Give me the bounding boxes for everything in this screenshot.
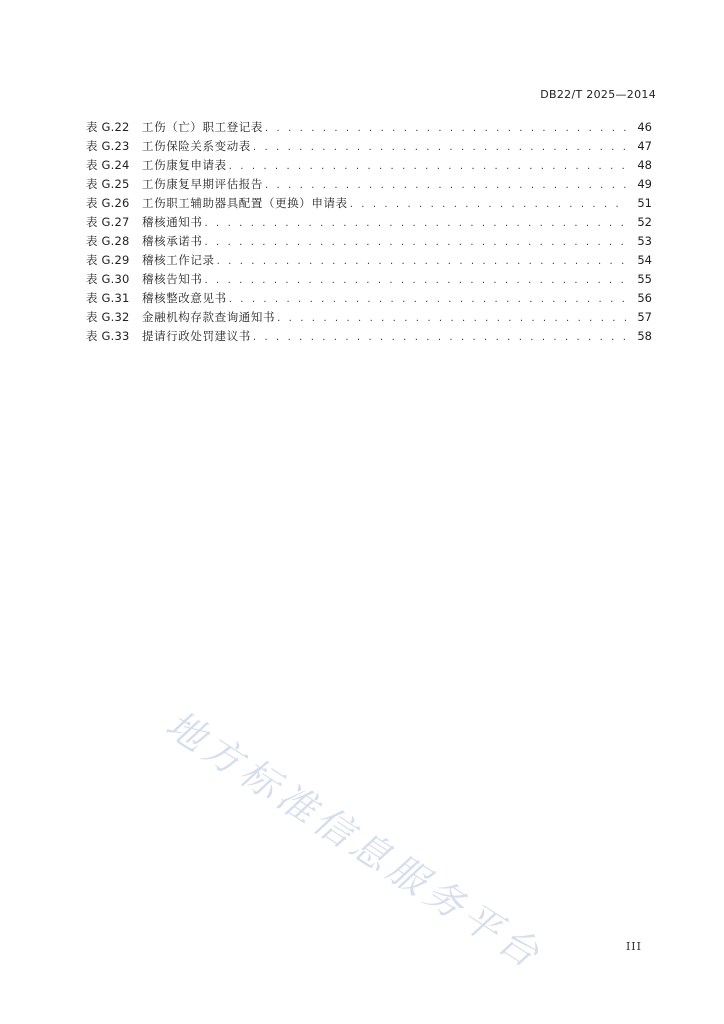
toc-entry-page: 47 [637, 139, 652, 153]
toc-entry-title: 稽核整改意见书 [142, 291, 227, 305]
toc-entry-page: 58 [637, 329, 652, 343]
toc-entry-number: 表 G.25 [86, 177, 130, 191]
toc-leader-dots [253, 138, 626, 157]
toc-leader-dots [205, 233, 627, 252]
toc-leader-dots [229, 290, 626, 309]
toc-entry[interactable] [86, 175, 652, 194]
toc-entry-title: 稽核承诺书 [142, 234, 203, 248]
document-code: DB22/T 2025—2014 [540, 88, 656, 101]
toc-leader-dots [205, 271, 627, 290]
toc-entry-page: 52 [637, 215, 652, 229]
toc-entry-title: 工伤（亡）职工登记表 [142, 120, 263, 134]
toc-entry[interactable] [86, 232, 652, 251]
toc-entry[interactable] [86, 251, 652, 270]
watermark-text: 地方标准信息服务平台 [158, 701, 552, 979]
toc-entry[interactable] [86, 270, 652, 289]
toc-entry-title: 工伤康复早期评估报告 [142, 177, 263, 191]
toc-entry-title: 稽核通知书 [142, 215, 203, 229]
toc-entry[interactable] [86, 137, 652, 156]
toc-entry-number: 表 G.23 [86, 139, 130, 153]
toc-entry-number: 表 G.24 [86, 158, 130, 172]
toc-leader-dots [253, 328, 626, 347]
toc-entry-page: 48 [637, 158, 652, 172]
toc-leader-dots [265, 119, 626, 138]
toc-entry[interactable] [86, 118, 652, 137]
page-number: III [625, 940, 642, 953]
toc-entry-page: 46 [637, 120, 652, 134]
toc-entry-number: 表 G.29 [86, 253, 130, 267]
toc-entry-number: 表 G.30 [86, 272, 130, 286]
toc-entry-title: 工伤职工辅助器具配置（更换）申请表 [142, 196, 348, 210]
toc-entry-title: 工伤保险关系变动表 [142, 139, 251, 153]
toc-leader-dots [277, 309, 626, 328]
toc-leader-dots [217, 252, 626, 271]
toc-entry-number: 表 G.33 [86, 329, 130, 343]
toc-entry[interactable] [86, 289, 652, 308]
toc-entry[interactable] [86, 327, 652, 346]
toc-entry-number: 表 G.27 [86, 215, 130, 229]
toc-entry-number: 表 G.26 [86, 196, 130, 210]
toc-entry-title: 工伤康复申请表 [142, 158, 227, 172]
toc-entry-number: 表 G.28 [86, 234, 130, 248]
toc-entry-title: 稽核告知书 [142, 272, 203, 286]
toc-entry[interactable] [86, 194, 652, 213]
toc-leader-dots [229, 157, 626, 176]
toc-entry-title: 提请行政处罚建议书 [142, 329, 251, 343]
toc-entry-number: 表 G.31 [86, 291, 130, 305]
toc-entry-page: 51 [637, 196, 652, 210]
toc-entry-number: 表 G.32 [86, 310, 130, 324]
toc-entry-page: 49 [637, 177, 652, 191]
toc-entry[interactable] [86, 213, 652, 232]
toc-leader-dots [350, 195, 626, 214]
toc-entry-title: 稽核工作记录 [142, 253, 215, 267]
toc-entry-title: 金融机构存款查询通知书 [142, 310, 276, 324]
toc-leader-dots [265, 176, 626, 195]
toc-entry-page: 53 [637, 234, 652, 248]
toc-entry-page: 54 [637, 253, 652, 267]
toc-entry-page: 55 [637, 272, 652, 286]
toc-entry[interactable] [86, 308, 652, 327]
toc-entry[interactable] [86, 156, 652, 175]
toc-entry-page: 56 [637, 291, 652, 305]
toc-leader-dots [205, 214, 627, 233]
table-of-contents [86, 118, 652, 346]
toc-entry-number: 表 G.22 [86, 120, 130, 134]
toc-entry-page: 57 [637, 310, 652, 324]
